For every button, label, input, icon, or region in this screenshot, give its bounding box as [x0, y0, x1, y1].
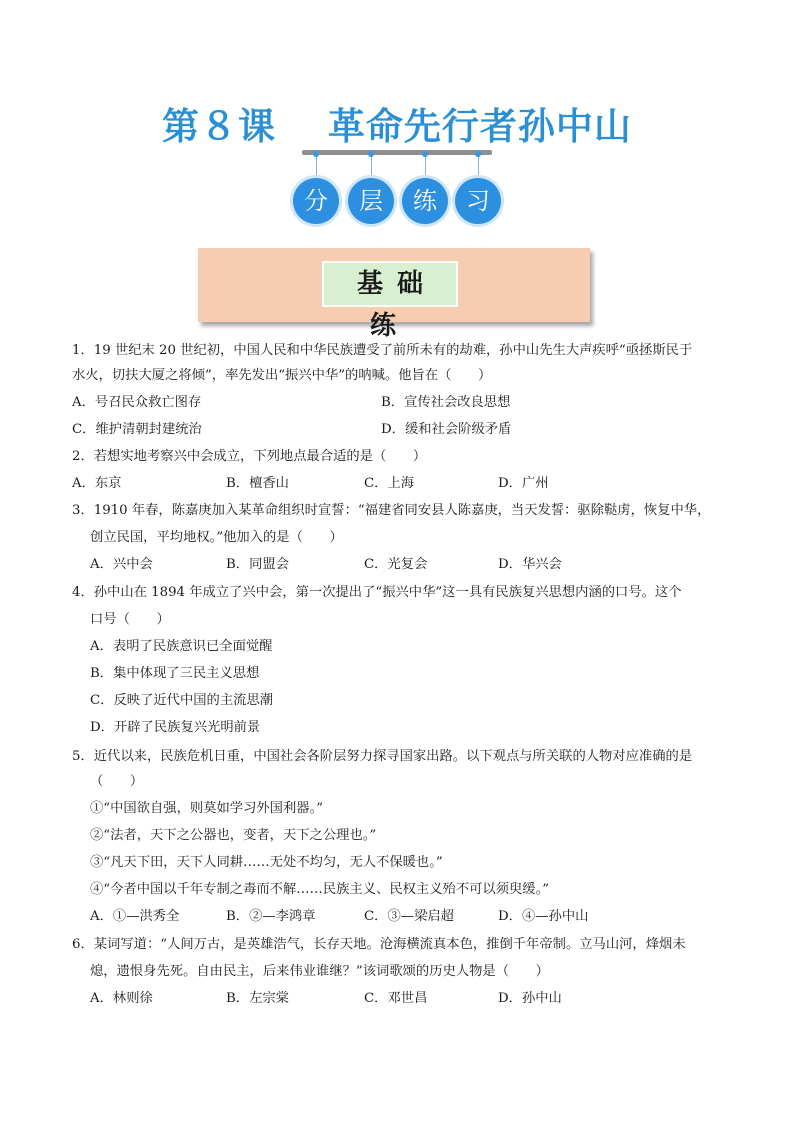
question-stem: 口号（ ） [90, 612, 170, 627]
option-a: A．东京 [72, 476, 122, 491]
option-b: B．②—李鸿章 [226, 909, 316, 924]
decor-pin-dot [422, 151, 428, 157]
question-stem: 水火，切扶大厦之将倾”，率先发出“振兴中华”的呐喊。他旨在（ ） [72, 368, 492, 383]
option-b: B．宣传社会改良思想 [381, 395, 511, 410]
option-a: A．①—洪秀全 [90, 909, 180, 924]
decor-rail [302, 150, 492, 155]
question-stem: 3．1910 年春，陈嘉庚加入某革命组织时宣誓：“福建省同安县人陈嘉庚，当天发誓：驱除鞑虏，恢复中华， [72, 503, 711, 518]
option-d: D．广州 [498, 476, 549, 491]
option-c: C．③—梁启超 [364, 909, 454, 924]
statement-3: ③“凡天下田，天下人同耕……无处不均匀，无人不保暖也。” [90, 855, 443, 870]
option-b: B．左宗棠 [226, 991, 289, 1006]
option-b: B．集中体现了三民主义思想 [90, 666, 260, 681]
option-a: A．兴中会 [90, 557, 153, 572]
decor-pin-dot [313, 151, 319, 157]
badge-ceng: 层 [348, 178, 394, 224]
badge-fen: 分 [293, 178, 339, 224]
option-d: D．孙中山 [498, 991, 562, 1006]
option-c: C．光复会 [364, 557, 428, 572]
statement-1: ①“中国欲自强，则莫如学习外国利器。” [90, 801, 323, 816]
option-d: D．④—孙中山 [498, 909, 589, 924]
option-b: B．檀香山 [226, 476, 289, 491]
decor-pin-dot [368, 151, 374, 157]
lesson-title: 第８课 革命先行者孙中山 [162, 105, 632, 148]
question-stem: 5．近代以来，民族危机日重，中国社会各阶层努力探寻国家出路。以下观点与所关联的人物对应准确的是 [72, 749, 693, 764]
statement-2: ②“法者，天下之公器也，变者，天下之公理也。” [90, 828, 377, 843]
question-stem: 创立民国，平均地权。”他加入的是（ ） [90, 530, 343, 545]
badge-xi: 习 [455, 178, 501, 224]
option-b: B．同盟会 [226, 557, 289, 572]
option-a: A．表明了民族意识已全面觉醒 [90, 639, 273, 654]
option-d: D．缓和社会阶级矛盾 [381, 422, 512, 437]
section-title: 基础练 [322, 261, 458, 307]
option-a: A．林则徐 [90, 991, 153, 1006]
option-c: C．邓世昌 [364, 991, 428, 1006]
question-stem: （ ） [90, 774, 144, 789]
question-stem: 4．孙中山在 1894 年成立了兴中会，第一次提出了“振兴中华”这一具有民族复兴思想内涵的口号。这个 [72, 585, 682, 600]
option-d: D．开辟了民族复兴光明前景 [90, 720, 261, 735]
question-stem: 1．19 世纪末 20 世纪初，中国人民和中华民族遭受了前所未有的劫难，孙中山先生大声疾呼“亟拯斯民于 [72, 343, 693, 358]
option-c: C．维护清朝封建统治 [72, 422, 202, 437]
question-stem: 熄，遗恨身先死。自由民主，后来伟业谁继？”该词歌颂的历史人物是（ ） [90, 964, 549, 979]
question-stem: 6．某词写道：“人间万古，是英雄浩气，长存天地。沧海横流真本色，推倒千年帝制。立马山河，烽烟未 [72, 937, 686, 952]
decor-pin-dot [475, 151, 481, 157]
badge-lian: 练 [402, 178, 448, 224]
statement-4: ④“今者中国以千年专制之毒而不解……民族主义、民权主义殆不可以须臾缓。” [90, 882, 550, 897]
question-stem: 2．若想实地考察兴中会成立，下列地点最合适的是（ ） [72, 449, 427, 464]
option-c: C．上海 [364, 476, 415, 491]
option-d: D．华兴会 [498, 557, 562, 572]
option-c: C．反映了近代中国的主流思潮 [90, 693, 274, 708]
option-a: A．号召民众救亡图存 [72, 395, 202, 410]
